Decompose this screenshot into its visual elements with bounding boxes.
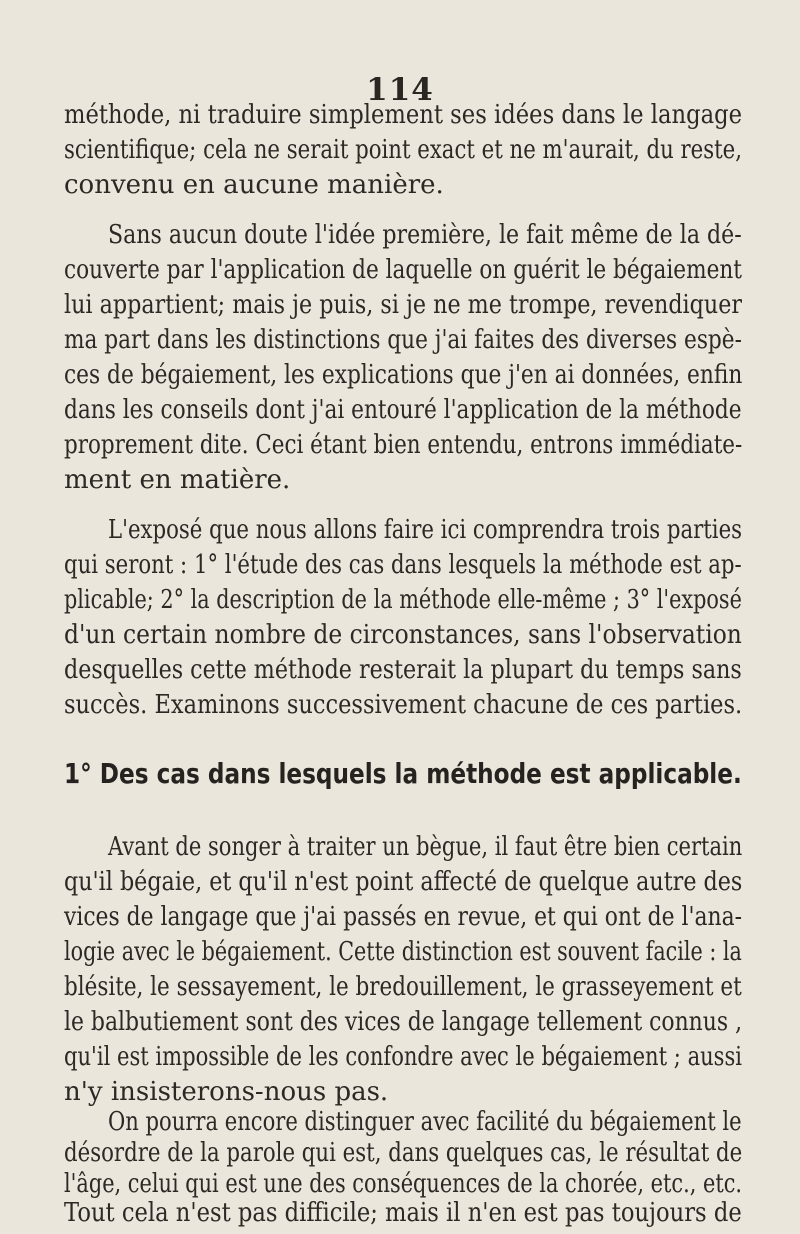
text-line: dans les conseils dont j'ai entouré l'application de la méthode bbox=[64, 395, 742, 425]
text-line: qu'il bégaie, et qu'il n'est point affecté de quelque autre des bbox=[64, 867, 743, 897]
text-line: méthode, ni traduire simplement ses idées dans le langage bbox=[64, 100, 742, 130]
text-line: l'âge, celui qui est une des conséquences de la chorée, etc., etc. bbox=[64, 1169, 743, 1199]
text-line: le balbutiement sont des vices de langage tellement connus , bbox=[64, 1007, 743, 1037]
text-line: lui appartient; mais je puis, si je ne me trompe, revendiquer bbox=[64, 290, 743, 320]
text-line: succès. Examinons successivement chacune de ces parties. bbox=[64, 690, 743, 720]
text-line: scientifique; cela ne serait point exact et ne m'aurait, du reste, bbox=[64, 135, 742, 165]
text-line: desquelles cette méthode resterait la plupart du temps sans bbox=[64, 655, 742, 685]
text-line: convenu en aucune manière. bbox=[64, 170, 444, 200]
section-heading: 1° Des cas dans lesquels la méthode est applicable. bbox=[64, 757, 742, 790]
text-line: désordre de la parole qui est, dans quelques cas, le résultat de bbox=[64, 1138, 743, 1168]
text-line: d'un certain nombre de circonstances, sans l'observation bbox=[64, 620, 742, 650]
text-line: Avant de songer à traiter un bègue, il faut être bien certain bbox=[108, 832, 743, 862]
text-line: couverte par l'application de laquelle on guérit le bégaiement bbox=[64, 255, 742, 285]
text-line: ment en matière. bbox=[64, 465, 291, 495]
text-line: Tout cela n'est pas difficile; mais il n'en est pas toujours de bbox=[64, 1198, 742, 1228]
text-line: qui seront : 1° l'étude des cas dans lesquels la méthode est ap- bbox=[64, 550, 742, 580]
text-line: L'exposé que nous allons faire ici comprendra trois parties bbox=[108, 515, 743, 545]
text-line: ces de bégaiement, les explications que j'en ai données, enfin bbox=[64, 360, 743, 390]
text-line: logie avec le bégaiement. Cette distinction est souvent facile : la bbox=[64, 937, 742, 967]
text-line: plicable; 2° la description de la méthode elle-même ; 3° l'exposé bbox=[64, 585, 742, 615]
text-line: ma part dans les distinctions que j'ai faites des diverses espè- bbox=[64, 325, 742, 355]
text-line: On pourra encore distinguer avec facilité du bégaiement le bbox=[108, 1107, 742, 1137]
page-number: 114 bbox=[366, 72, 434, 108]
text-line: Sans aucun doute l'idée première, le fait même de la dé- bbox=[108, 220, 742, 250]
text-line: vices de langage que j'ai passés en revue, et qui ont de l'ana- bbox=[64, 902, 743, 932]
text-line: proprement dite. Ceci étant bien entendu, entrons immédiate- bbox=[64, 430, 743, 460]
text-line: blésite, le sessayement, le bredouillement, le grasseyement et bbox=[64, 972, 742, 1002]
text-line: qu'il est impossible de les confondre avec le bégaiement ; aussi bbox=[64, 1042, 743, 1072]
text-line: n'y insisterons-nous pas. bbox=[64, 1077, 389, 1107]
